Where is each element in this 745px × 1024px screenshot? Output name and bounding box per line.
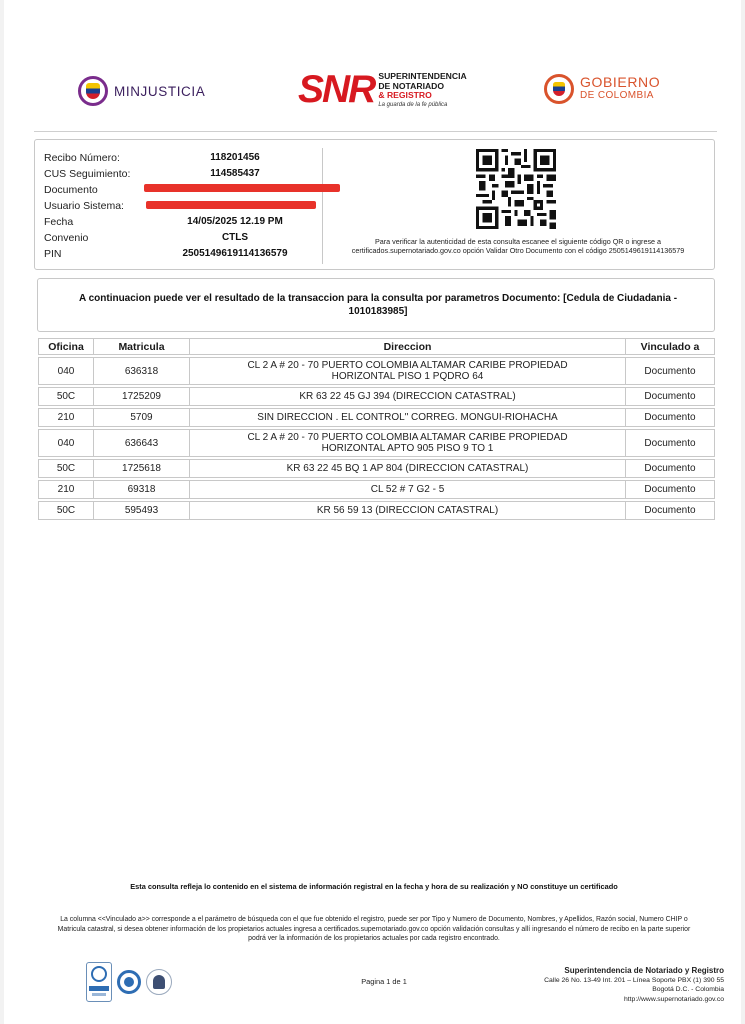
- fecha-label: Fecha: [44, 216, 74, 228]
- pin-label: PIN: [44, 248, 62, 260]
- cell-matricula: 1725209: [93, 387, 189, 406]
- table-row: [38, 429, 715, 457]
- snr-line-2: DE NOTARIADO: [378, 80, 445, 91]
- table-row: [38, 459, 715, 478]
- cell-direccion: CL 52 # 7 G2 - 5: [189, 480, 625, 499]
- documento-label: Documento: [44, 184, 98, 196]
- fecha-value: 14/05/2025 12.19 PM: [187, 216, 283, 227]
- convenio-value: CTLS: [221, 232, 249, 243]
- cell-direccion: SIN DIRECCION . EL CONTROL" CORREG. MONGUI-RIOHACHA: [189, 408, 625, 427]
- snr-logo-text: SNR: [298, 68, 375, 111]
- header-direccion: Direccion: [189, 338, 625, 355]
- cell-oficina: 210: [38, 480, 93, 499]
- disclaimer-text: Esta consulta refleja lo contenido en el sistema de información registral en la fecha y hora de su realización y NO constituye un certificado: [130, 882, 618, 891]
- results-table: [38, 336, 715, 522]
- certification-badges: [86, 962, 172, 1002]
- table-row: [38, 357, 715, 385]
- table-row: [38, 387, 715, 406]
- qr-code-icon: [476, 149, 556, 229]
- cell-oficina: 50C: [38, 501, 93, 520]
- cell-oficina: 040: [38, 357, 93, 385]
- gobierno-line-1: GOBIERNO: [580, 74, 661, 90]
- cell-matricula: 636643: [93, 429, 189, 457]
- snr-line-1: SUPERINTENDENCIA: [378, 71, 467, 81]
- cell-vinculado: Documento: [625, 387, 715, 406]
- vinculado-note: La columna <<Vinculado a>> corresponde a el parámetro de búsqueda con el que fue obtenido el registro, puede ser por Tipo y Numero de Documento, Nombres, y Apellidos, Razón social, Numero CHIP o Matricula catastral, si desea obtener información de los propietarios actuales ingresa a certificados.supernotariado.gov.co opción validación consultas y allí ingresando el número de recibo en la parte superior podrá ver la información de los propietarios actuales por cada registro encontrado.: [57, 916, 691, 943]
- cell-vinculado: Documento: [625, 429, 715, 457]
- pin-value: 2505149619114136579: [182, 248, 288, 259]
- usuario-redaction: [146, 201, 316, 209]
- documento-redaction: [144, 184, 340, 192]
- icontec-badge-icon: [117, 970, 141, 994]
- footer-city-line: Bogotá D.C. - Colombia: [652, 986, 724, 993]
- cell-direccion: KR 56 59 13 (DIRECCION CATASTRAL): [189, 501, 625, 520]
- table-row: [38, 408, 715, 427]
- snr-line-3: & REGISTRO: [378, 90, 432, 100]
- cus-label: CUS Seguimiento:: [44, 168, 131, 180]
- document-page: [4, 0, 741, 1024]
- gobierno-line-2: DE COLOMBIA: [580, 90, 654, 101]
- cell-direccion: CL 2 A # 20 - 70 PUERTO COLOMBIA ALTAMAR CARIBE PROPIEDAD HORIZONTAL PISO 1 PQDRO 64: [189, 357, 625, 385]
- footer-website: http://www.supernotariado.gov.co: [624, 995, 724, 1003]
- table-header-row: [38, 338, 715, 355]
- usuario-label: Usuario Sistema:: [44, 200, 124, 212]
- colombia-seal-icon: [78, 76, 108, 106]
- cell-direccion: KR 63 22 45 BQ 1 AP 804 (DIRECCION CATASTRAL): [189, 459, 625, 478]
- recibo-value: 118201456: [210, 152, 260, 163]
- snr-logo: [298, 70, 467, 110]
- cell-oficina: 50C: [38, 459, 93, 478]
- header-divider: [34, 131, 717, 132]
- quality-seal-icon: [146, 969, 172, 995]
- footer-address: [474, 966, 724, 1004]
- header-matricula: Matricula: [93, 338, 189, 355]
- cell-matricula: 636318: [93, 357, 189, 385]
- table-row: [38, 480, 715, 499]
- cell-vinculado: Documento: [625, 459, 715, 478]
- cell-oficina: 040: [38, 429, 93, 457]
- convenio-label: Convenio: [44, 232, 89, 244]
- header-oficina: Oficina: [38, 338, 93, 355]
- gobierno-logo: [544, 74, 660, 104]
- cell-oficina: 50C: [38, 387, 93, 406]
- cell-vinculado: Documento: [625, 357, 715, 385]
- cell-vinculado: Documento: [625, 408, 715, 427]
- cell-vinculado: Documento: [625, 501, 715, 520]
- cell-vinculado: Documento: [625, 480, 715, 499]
- cell-matricula: 1725618: [93, 459, 189, 478]
- result-banner-text: A continuacion puede ver el resultado de la transaccion para la consulta por parametros Documento: [Cedula de Ciudadania - 1010183985]: [78, 293, 678, 317]
- cell-direccion: CL 2 A # 20 - 70 PUERTO COLOMBIA ALTAMAR CARIBE PROPIEDAD HORIZONTAL APTO 905 PISO 9 TO 1: [189, 429, 625, 457]
- snr-tagline: La guarda de la fe pública: [378, 101, 448, 108]
- minjusticia-logo: [78, 76, 205, 106]
- footer-org-name: Superintendencia de Notariado y Registro: [564, 966, 724, 975]
- iso-certification-icon: [86, 962, 112, 1002]
- header-vinculado: Vinculado a: [625, 338, 715, 355]
- cus-value: 114585437: [210, 168, 260, 179]
- cell-matricula: 69318: [93, 480, 189, 499]
- page-number: Pagina 1 de 1: [361, 977, 407, 986]
- recibo-label: Recibo Número:: [44, 152, 120, 164]
- cell-matricula: 595493: [93, 501, 189, 520]
- cell-direccion: KR 63 22 45 GJ 394 (DIRECCION CATASTRAL): [189, 387, 625, 406]
- table-row: [38, 501, 715, 520]
- cell-matricula: 5709: [93, 408, 189, 427]
- footer-address-line: Calle 26 No. 13-49 Int. 201 – Línea Soporte PBX (1) 390 55: [544, 976, 724, 984]
- gobierno-seal-icon: [544, 74, 574, 104]
- receipt-divider: [322, 148, 323, 264]
- minjusticia-text: MINJUSTICIA: [114, 83, 206, 99]
- qr-verification-note: Para verificar la autenticidad de esta consulta escanee el siguiente código QR o ingrese a certificados.supernotariado.gov.co opción Validar Otro Documento con el código 2505149619114136579: [351, 237, 685, 255]
- cell-oficina: 210: [38, 408, 93, 427]
